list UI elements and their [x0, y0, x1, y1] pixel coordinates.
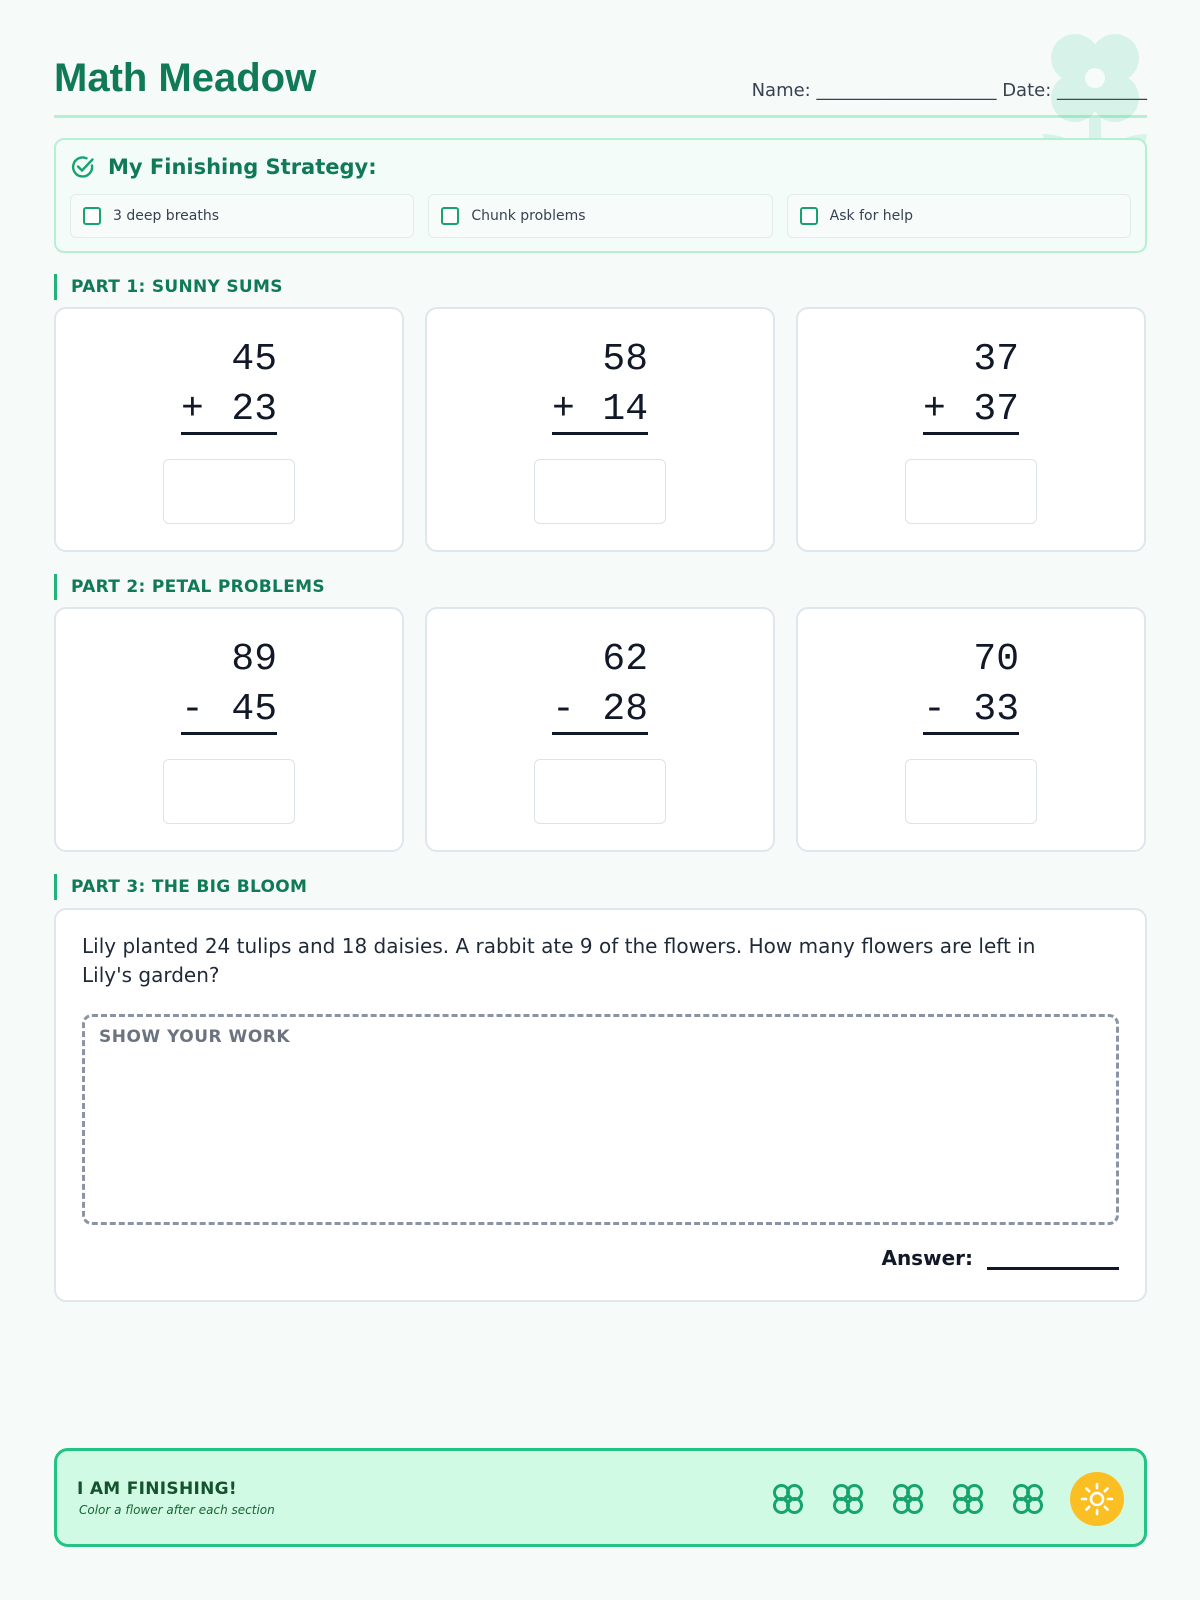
answer-box[interactable] [534, 459, 666, 524]
part3-heading: PART 3: THE BIG BLOOM [54, 874, 307, 900]
top-number: 89 [231, 638, 277, 681]
strategy-title: My Finishing Strategy: [108, 155, 377, 179]
part1-problems [54, 307, 1147, 552]
operator: - [923, 688, 946, 731]
subtraction-problem [181, 635, 277, 735]
name-date-line: Name: ____________________ Date: __________ [751, 80, 1147, 101]
part1-heading: PART 1: SUNNY SUMS [54, 274, 283, 300]
operator: - [552, 688, 575, 731]
strategy-header [70, 154, 377, 180]
footer-subtitle: Color a flower after each section [79, 1503, 275, 1517]
answer-box[interactable] [534, 759, 666, 824]
checkbox[interactable] [83, 207, 101, 225]
operator: + [923, 388, 946, 431]
strategy-option-deep-breaths[interactable] [70, 194, 414, 238]
strategy-option-label: 3 deep breaths [113, 208, 219, 224]
operator: + [181, 388, 204, 431]
sun-icon[interactable] [1070, 1472, 1124, 1526]
strategy-option-ask-for-help[interactable] [787, 194, 1131, 238]
worksheet [54, 0, 1147, 1600]
flower-icon[interactable] [890, 1481, 926, 1517]
problem-card [796, 307, 1146, 552]
page-title: Math Meadow [54, 56, 317, 100]
subtraction-problem [552, 635, 648, 735]
top-number: 45 [231, 338, 277, 381]
header [54, 0, 1147, 118]
word-problem-card [54, 908, 1147, 1302]
answer-box[interactable] [905, 759, 1037, 824]
problem-card [54, 607, 404, 852]
progress-footer [54, 1448, 1147, 1547]
show-work-label: SHOW YOUR WORK [99, 1027, 291, 1047]
strategy-option-chunk-problems[interactable] [428, 194, 772, 238]
addition-problem [923, 335, 1019, 435]
top-number: 62 [602, 638, 648, 681]
flower-icon[interactable] [1010, 1481, 1046, 1517]
bottom-number: 28 [602, 688, 648, 731]
top-number: 70 [973, 638, 1019, 681]
answer-label: Answer: [881, 1246, 973, 1270]
strategy-option-label: Chunk problems [471, 208, 586, 224]
answer-box[interactable] [163, 759, 295, 824]
flower-icon[interactable] [770, 1481, 806, 1517]
bottom-number: 14 [602, 388, 648, 431]
problem-card [54, 307, 404, 552]
word-problem-text: Lily planted 24 tulips and 18 daisies. A rabbit ate 9 of the flowers. How many flowers are left in Lily's garden? [82, 934, 1036, 987]
problem-card [796, 607, 1146, 852]
problem-card [425, 307, 775, 552]
part2-problems [54, 607, 1147, 852]
bottom-number: 37 [973, 388, 1019, 431]
answer-row [881, 1244, 1119, 1270]
operator: + [552, 388, 575, 431]
answer-box[interactable] [163, 459, 295, 524]
subtraction-problem [923, 635, 1019, 735]
show-work-area[interactable] [82, 1014, 1119, 1225]
part2-heading: PART 2: PETAL PROBLEMS [54, 574, 325, 600]
addition-problem [552, 335, 648, 435]
bottom-number: 33 [973, 688, 1019, 731]
checkbox[interactable] [441, 207, 459, 225]
answer-box[interactable] [905, 459, 1037, 524]
progress-flowers [770, 1472, 1124, 1526]
problem-card [425, 607, 775, 852]
answer-line[interactable] [987, 1244, 1119, 1270]
strategy-options [70, 194, 1131, 238]
operator: - [181, 688, 204, 731]
top-number: 58 [602, 338, 648, 381]
checkbox[interactable] [800, 207, 818, 225]
bottom-number: 45 [231, 688, 277, 731]
footer-title: I AM FINISHING! [77, 1479, 237, 1499]
flower-icon[interactable] [830, 1481, 866, 1517]
check-circle-icon [70, 154, 96, 180]
finishing-strategy-panel [54, 138, 1147, 253]
top-number: 37 [973, 338, 1019, 381]
sun-rays-icon [1080, 1482, 1114, 1516]
flower-icon[interactable] [950, 1481, 986, 1517]
strategy-option-label: Ask for help [829, 208, 914, 224]
bottom-number: 23 [231, 388, 277, 431]
addition-problem [181, 335, 277, 435]
